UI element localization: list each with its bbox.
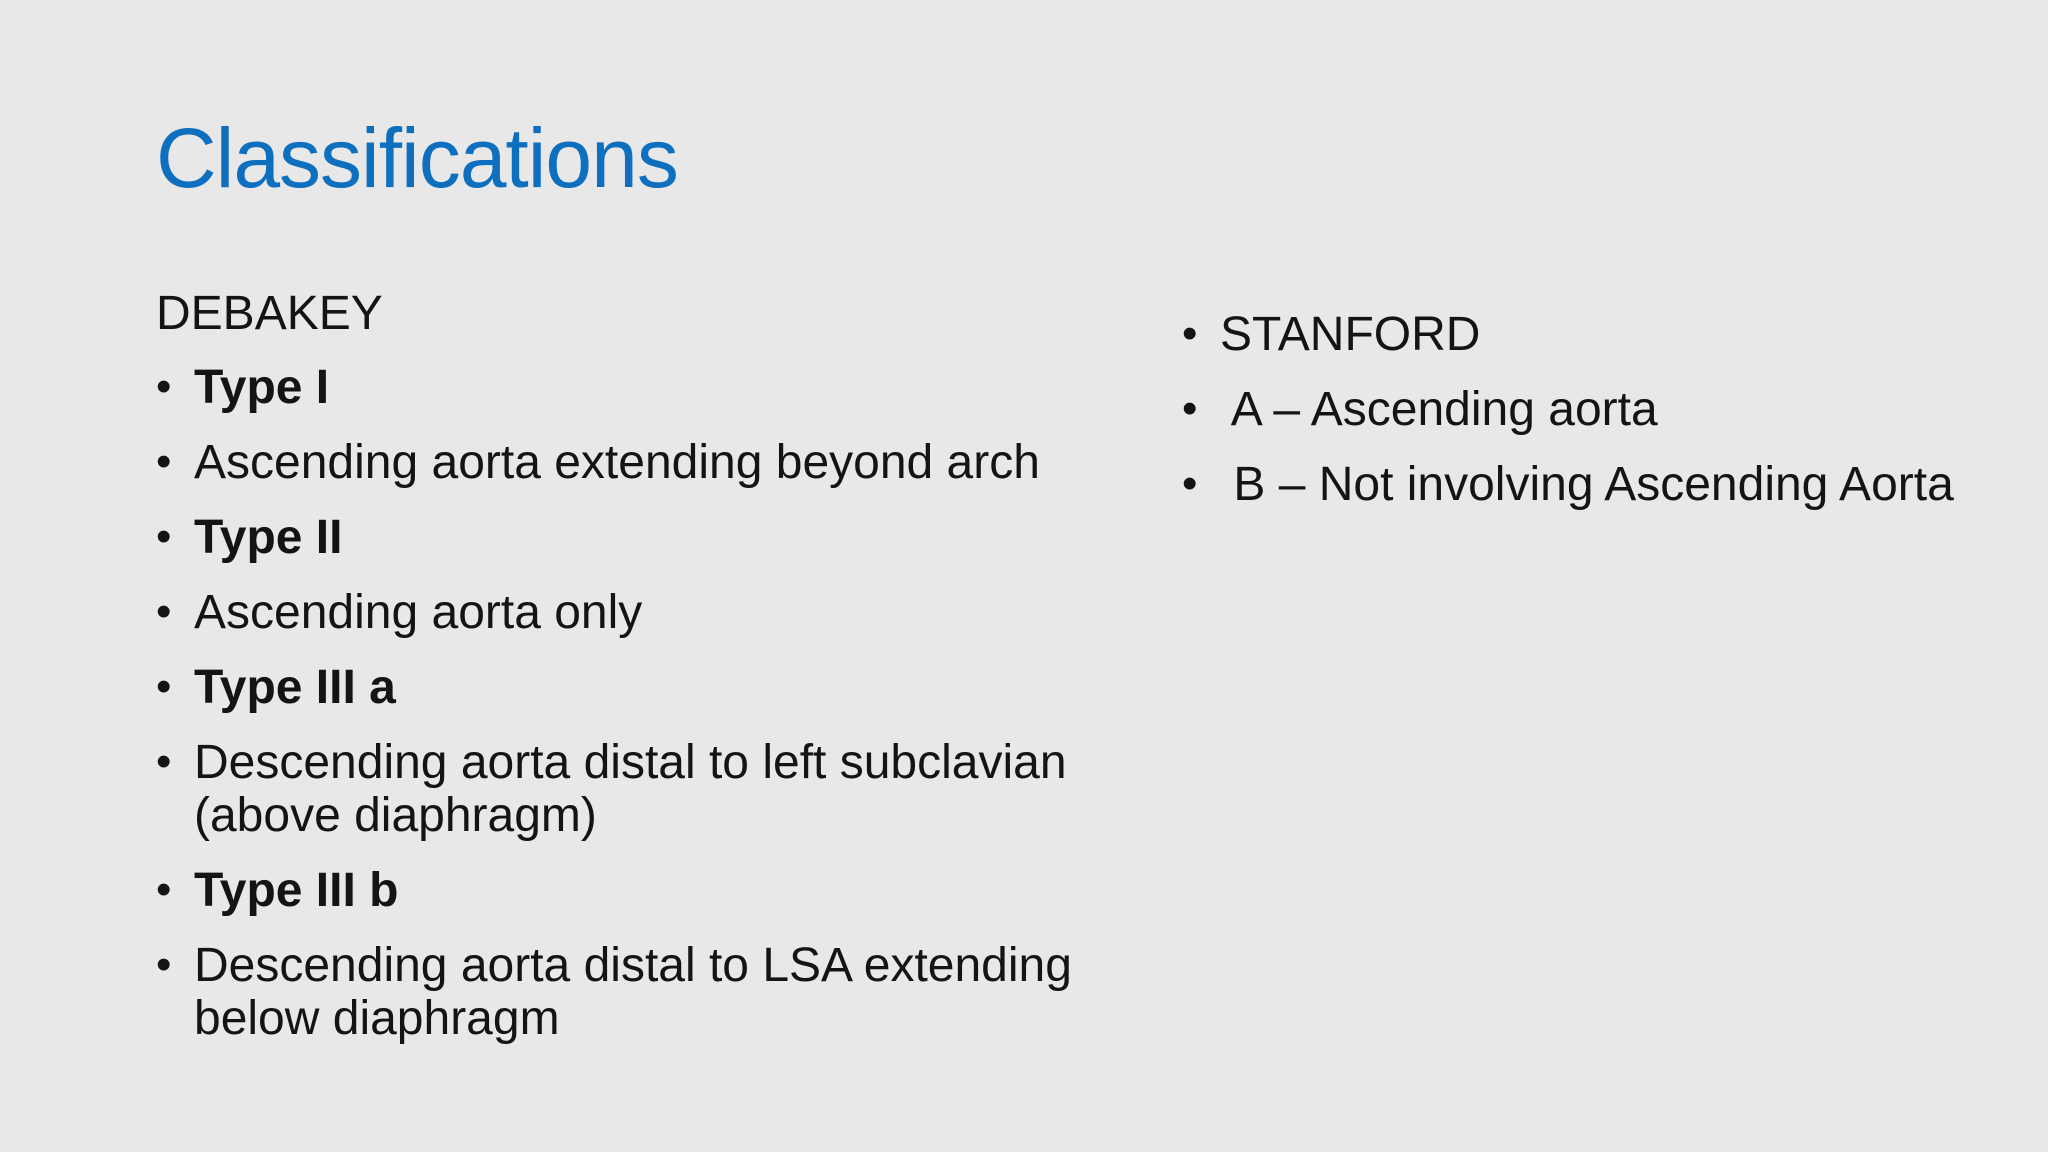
bullet-icon: • [156, 437, 172, 486]
list-item [156, 736, 1136, 842]
stanford-item-text: B – Not involving Ascending Aorta [1220, 458, 1954, 511]
bullet-icon: • [1182, 384, 1198, 433]
debakey-item-text: Ascending aorta only [194, 586, 643, 639]
debakey-item-text: Type III b [194, 864, 399, 917]
list-item [156, 661, 1136, 714]
slide-title: Classifications [156, 111, 678, 205]
list-item [1182, 308, 2022, 361]
stanford-list [1182, 308, 2022, 511]
bullet-icon: • [1182, 309, 1198, 358]
debakey-item-text: Ascending aorta extending beyond arch [194, 436, 1040, 489]
debakey-column [156, 286, 1136, 1067]
debakey-list [156, 361, 1136, 1045]
bullet-icon: • [1182, 459, 1198, 508]
stanford-item-text: A – Ascending aorta [1220, 383, 1658, 436]
debakey-item-text: Type III a [194, 661, 396, 714]
list-item [156, 864, 1136, 917]
bullet-icon: • [156, 587, 172, 636]
list-item [156, 511, 1136, 564]
bullet-icon: • [156, 512, 172, 561]
list-item [156, 361, 1136, 414]
list-item [1182, 383, 2022, 436]
bullet-icon: • [156, 865, 172, 914]
debakey-item-text: Descending aorta distal to LSA extending below diaphragm [194, 939, 1072, 1045]
debakey-item-text: Type I [194, 361, 330, 414]
list-item [156, 939, 1136, 1045]
bullet-icon: • [156, 662, 172, 711]
list-item [156, 586, 1136, 639]
debakey-item-text: Type II [194, 511, 343, 564]
bullet-icon: • [156, 737, 172, 786]
list-item [156, 436, 1136, 489]
list-item [1182, 458, 2022, 511]
stanford-column [1182, 308, 2022, 533]
bullet-icon: • [156, 940, 172, 989]
debakey-heading: DEBAKEY [156, 287, 383, 341]
bullet-icon: • [156, 362, 172, 411]
stanford-item-text: STANFORD [1220, 308, 1481, 361]
debakey-item-text: Descending aorta distal to left subclavian (above diaphragm) [194, 736, 1067, 842]
